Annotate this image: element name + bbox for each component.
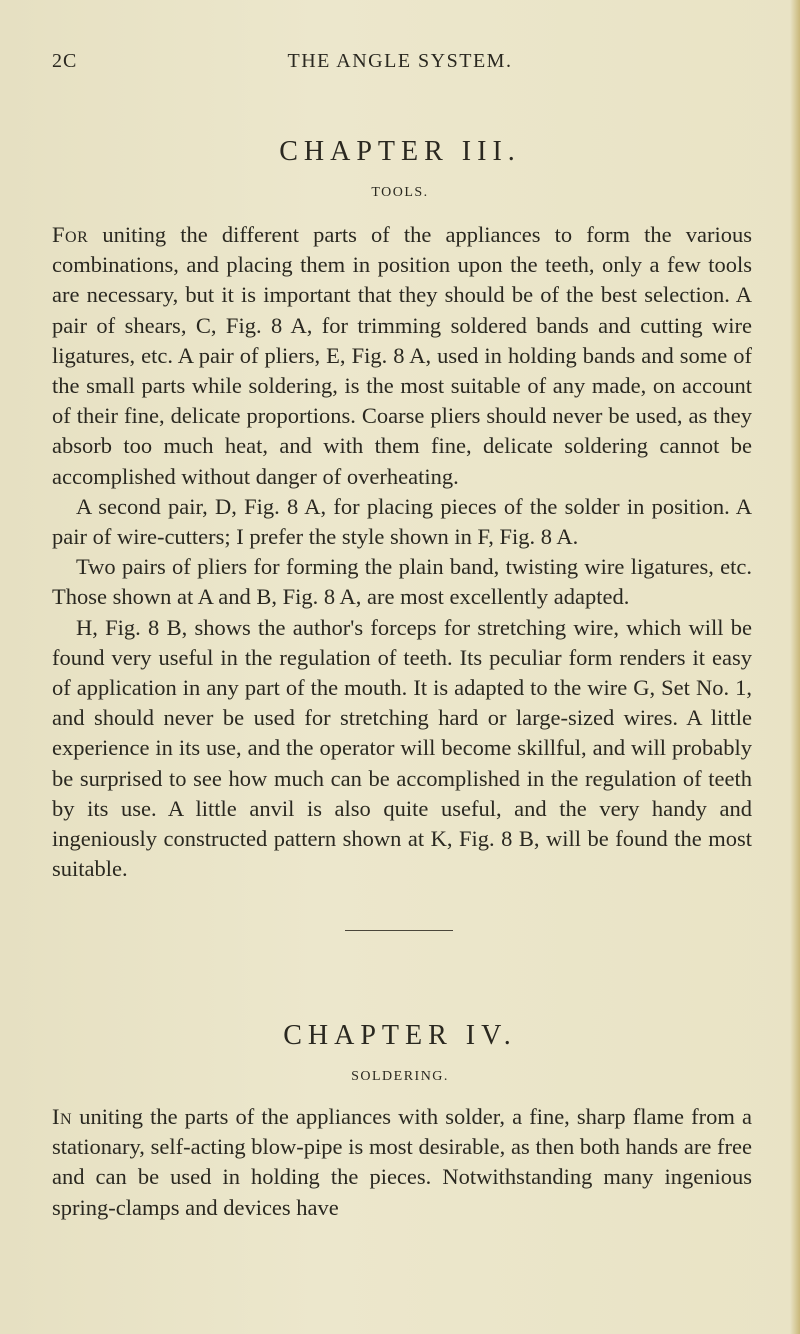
chapter-4-body: [52, 1102, 752, 1223]
running-head: [40, 50, 760, 80]
chapter-4-heading: CHAPTER IV.: [283, 1020, 517, 1051]
chapter-4-paragraph-1: [52, 1102, 752, 1223]
paragraph-text: H, Fig. 8 B, shows the author's forceps for stretching wire, which will be found very useful in the regulation of teeth. Its peculiar form renders it easy of application in any part of the mouth. It is adapted to the wire G, Set No. 1, and should never be used for stretching hard or large-sized wires. A little experience in its use, and the operator will become skillful, and will probably be surprised to see how much can be accomplished in the regulation of teeth by its use. A little anvil is also quite useful, and the very handy and ingeniously constructed pattern shown at K, Fig. 8 B, will be found the most suitable.: [52, 614, 752, 882]
section-divider: [345, 930, 453, 931]
paragraph-text: A second pair, D, Fig. 8 A, for placing pieces of the solder in position. A pair of wire-cutters; I prefer the style shown in F, Fig. 8 A.: [52, 493, 752, 550]
chapter-3-body: [52, 220, 752, 884]
paragraph-text: uniting the parts of the appliances with solder, a fine, sharp flame from a stationary, self-acting blow-pipe is most desirable, as then both hands are free and can be used in holding the pieces. Notwithstanding many ingenious spring-clamps and devices have: [52, 1104, 752, 1220]
chapter-4-subheading: SOLDERING.: [351, 1069, 449, 1084]
chapter-3-paragraph-4: [52, 613, 752, 885]
chapter-3-paragraph-1: [52, 220, 752, 492]
lead-word: In: [52, 1104, 73, 1129]
paragraph-text: Two pairs of pliers for forming the plain band, twisting wire ligatures, etc. Those shown at A and B, Fig. 8 A, are most excellently adapted.: [52, 554, 752, 610]
running-title: THE ANGLE SYSTEM.: [287, 50, 513, 72]
lead-word: For: [52, 222, 89, 247]
chapter-3-paragraph-2: [52, 492, 752, 552]
chapter-3-heading: CHAPTER III.: [279, 136, 521, 167]
chapter-3-paragraph-3: [52, 552, 752, 612]
paragraph-text: uniting the different parts of the appliances to form the various combinations, and placing them in position upon the teeth, only a few tools are necessary, but it is important that they should be of the best selection. A pair of shears, C, Fig. 8 A, for trimming soldered bands and cutting wire ligatures, etc. A pair of pliers, E, Fig. 8 A, used in holding bands and some of the small parts while soldering, is the most suitable of any made, on account of their fine, delicate proportions. Coarse pliers should never be used, as they absorb too much heat, and with them fine, delicate soldering cannot be accomplished without danger of overheating.: [52, 222, 752, 489]
page-number: 2C: [52, 50, 78, 72]
chapter-3-subheading: TOOLS.: [371, 185, 429, 200]
